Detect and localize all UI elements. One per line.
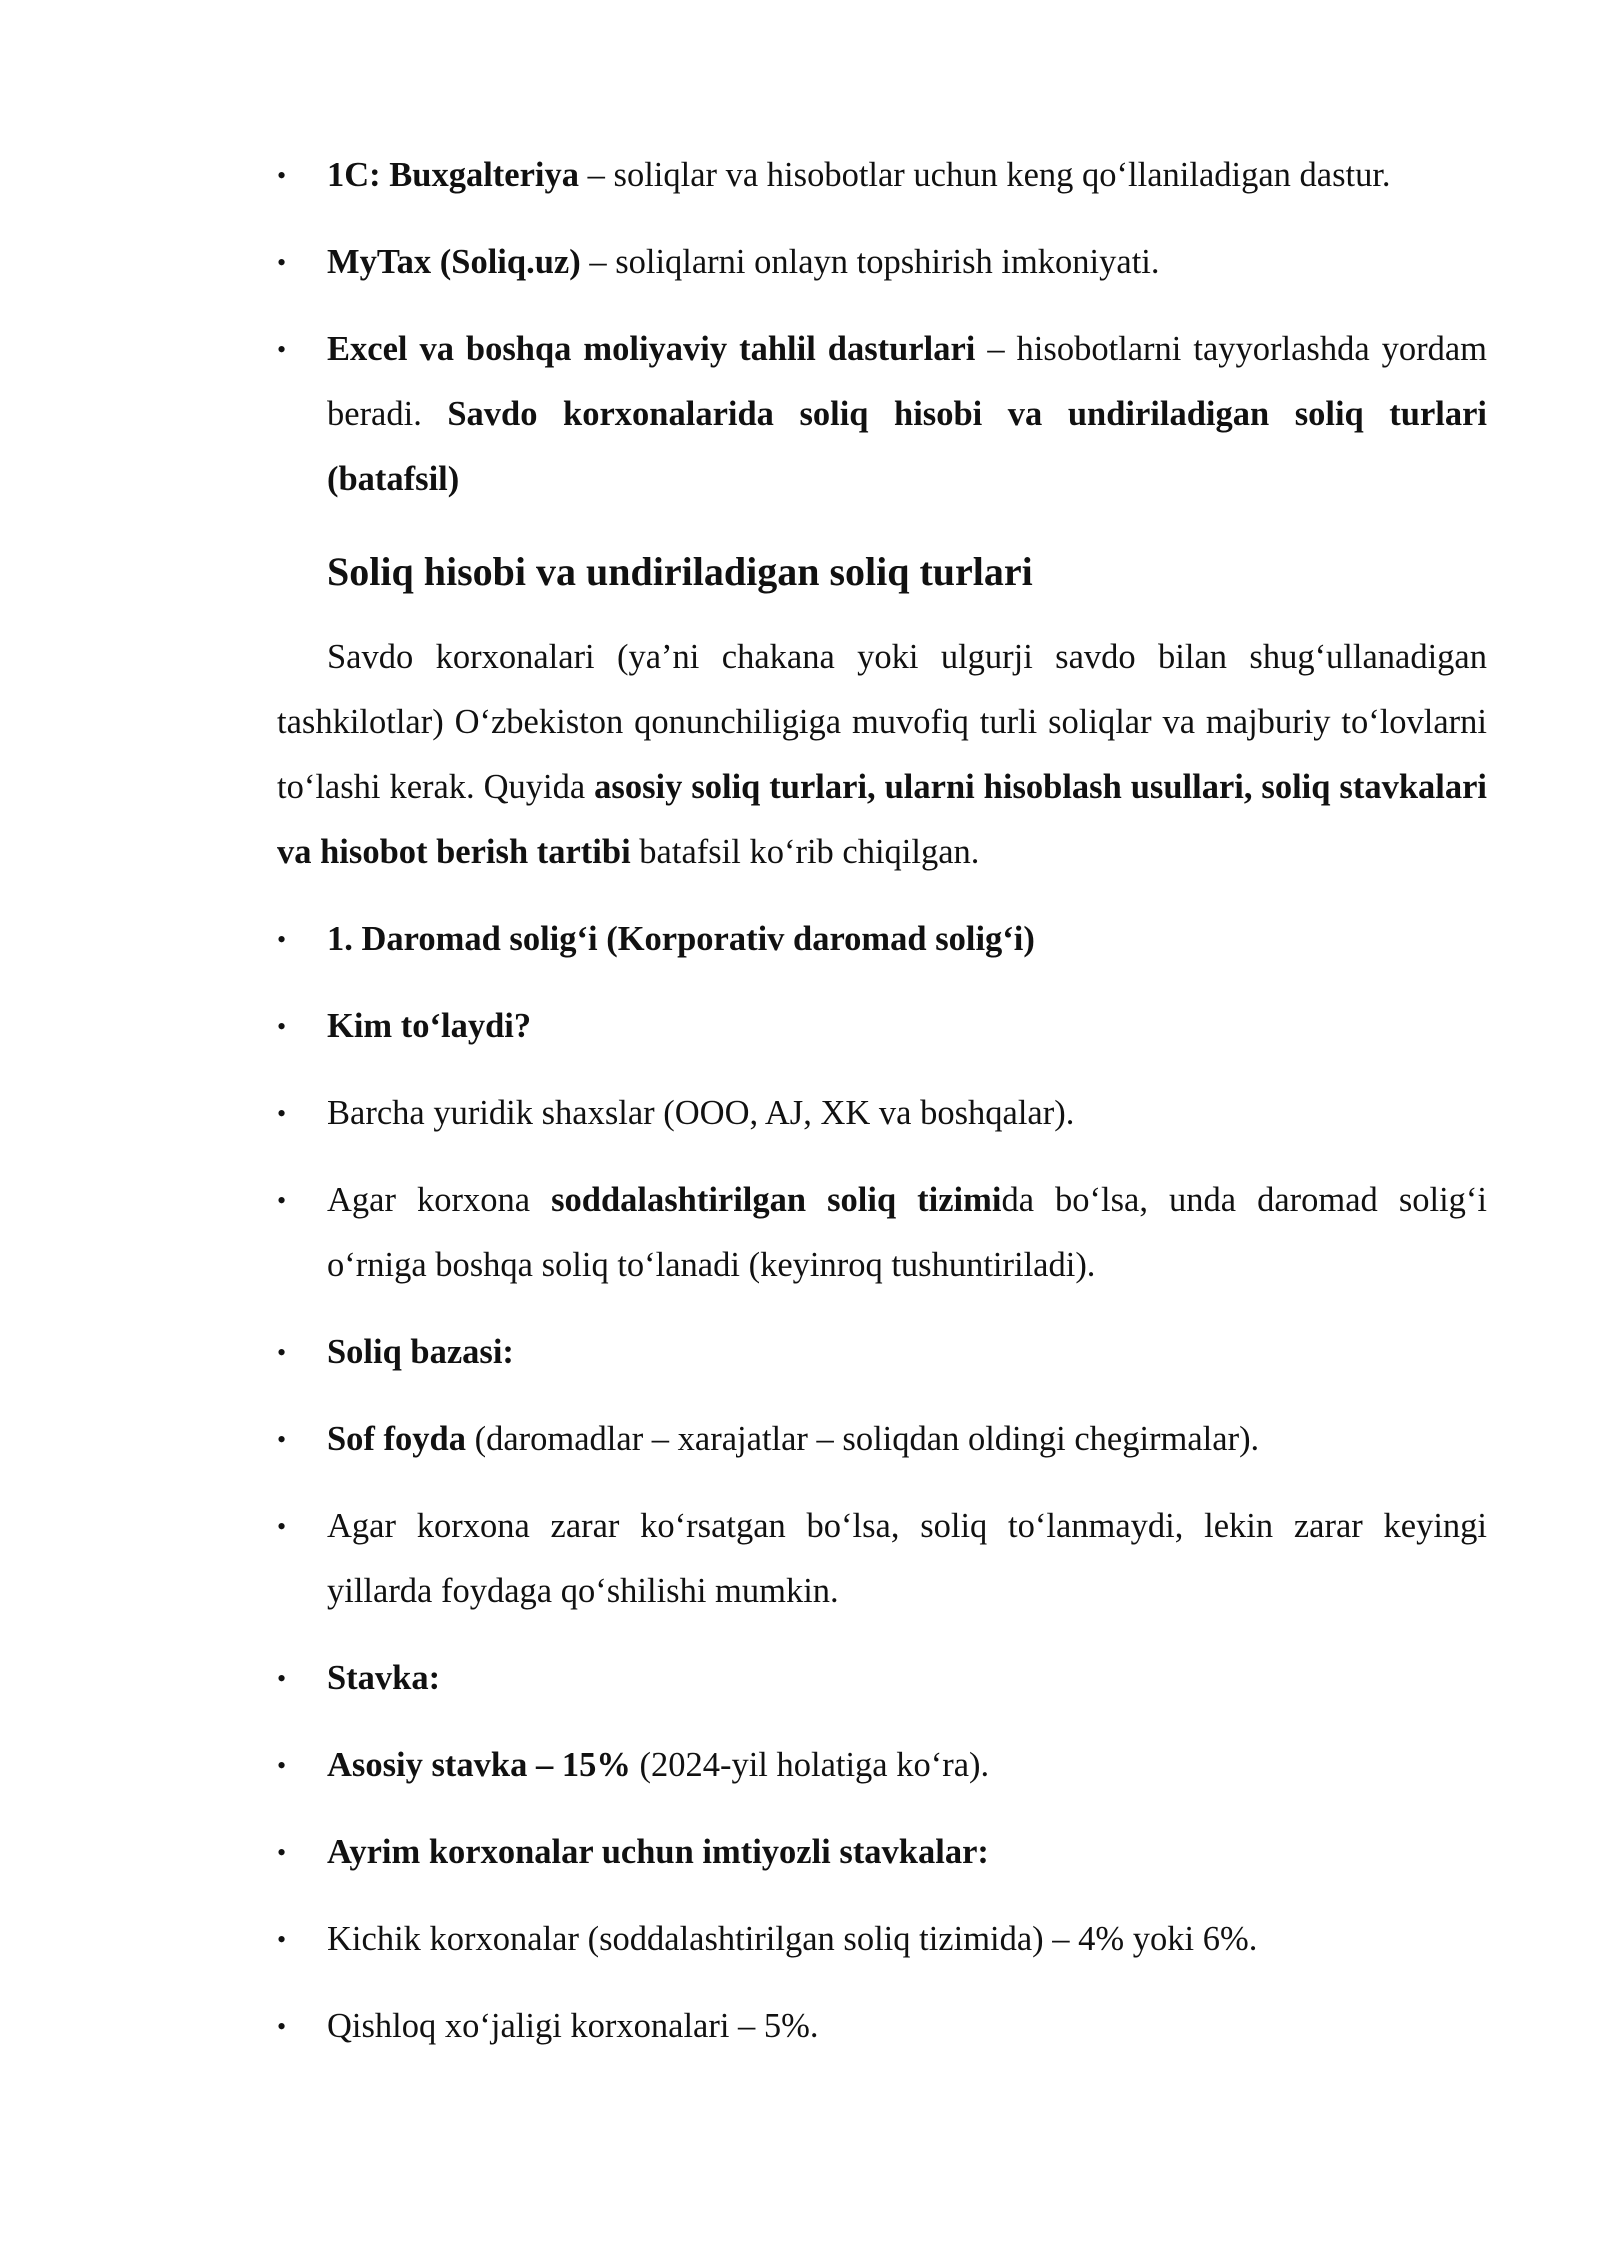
intro-text-end: batafsil ko‘rib chiqilgan. — [630, 833, 980, 871]
item-text: – hisobotlarni tayyorlashda yordam beradi. — [327, 330, 1487, 433]
section-heading: Soliq hisobi va undiriladigan soliq turlari — [327, 549, 1033, 594]
list-item: • Kim to‘laydi? — [277, 994, 1487, 1059]
list-item — [277, 317, 1487, 512]
list-item: • Asosiy stavka – 15% (2024-yil holatiga ko‘ra). — [277, 1733, 1487, 1798]
software-list — [277, 143, 1487, 512]
list-item: • Kichik korxonalar (soddalashtirilgan soliq tizimida) – 4% yoki 6%. — [277, 1907, 1487, 1972]
list-item: • Qishloq xo‘jaligi korxonalari – 5%. — [277, 1994, 1487, 2059]
list-item: • Ayrim korxonalar uchun imtiyozli stavkalar: — [277, 1820, 1487, 1885]
intro-text: Savdo korxonalari (ya’ni chakana yoki ulgurji savdo bilan shug‘ullanadigan tashkilotlar) O‘zbekiston qonunchiligiga muvofiq turli soliqlar va majburiy to‘lovlarni to‘lashi kerak. Quyida — [277, 638, 1487, 806]
intro-bold: asosiy soliq turlari, ularni hisoblash usullari, soliq stavkalari va hisobot berish tartibi — [277, 768, 1487, 871]
list-item: • Soliq bazasi: — [277, 1320, 1487, 1385]
intro-paragraph — [277, 625, 1487, 885]
list-item: • Barcha yuridik shaxslar (OOO, AJ, XK va boshqalar). — [277, 1081, 1487, 1146]
item-bold: Excel va boshqa moliyaviy tahlil dasturlari — [327, 330, 976, 368]
tax-list — [277, 907, 1487, 2059]
list-item: • Sof foyda (daromadlar – xarajatlar – soliqdan oldingi chegirmalar). — [277, 1407, 1487, 1472]
list-item: • Agar korxona zarar ko‘rsatgan bo‘lsa, soliq to‘lanmaydi, lekin zarar keyingi yillarda foydaga qo‘shilishi mumkin. — [277, 1494, 1487, 1624]
item-text: – soliqlarni onlayn topshirish imkoniyati. — [580, 243, 1160, 281]
list-item — [277, 230, 1487, 295]
list-item: • 1. Daromad solig‘i (Korporativ daromad solig‘i) — [277, 907, 1487, 972]
list-item: • Agar korxona soddalashtirilgan soliq tizimida bo‘lsa, unda daromad solig‘i o‘rniga boshqa soliq to‘lanadi (keyinroq tushuntiriladi). — [277, 1168, 1487, 1298]
item-bold: 1C: Buxgalteriya — [327, 156, 580, 194]
list-item — [277, 143, 1487, 208]
item-text: – soliqlar va hisobotlar uchun keng qo‘llaniladigan dastur. — [579, 156, 1391, 194]
document-page — [277, 143, 1487, 2081]
item-bold: MyTax (Soliq.uz) — [327, 243, 581, 281]
section-title-inline: Savdo korxonalarida soliq hisobi va undiriladigan soliq turlari (batafsil) — [327, 395, 1487, 498]
list-item: • Stavka: — [277, 1646, 1487, 1711]
